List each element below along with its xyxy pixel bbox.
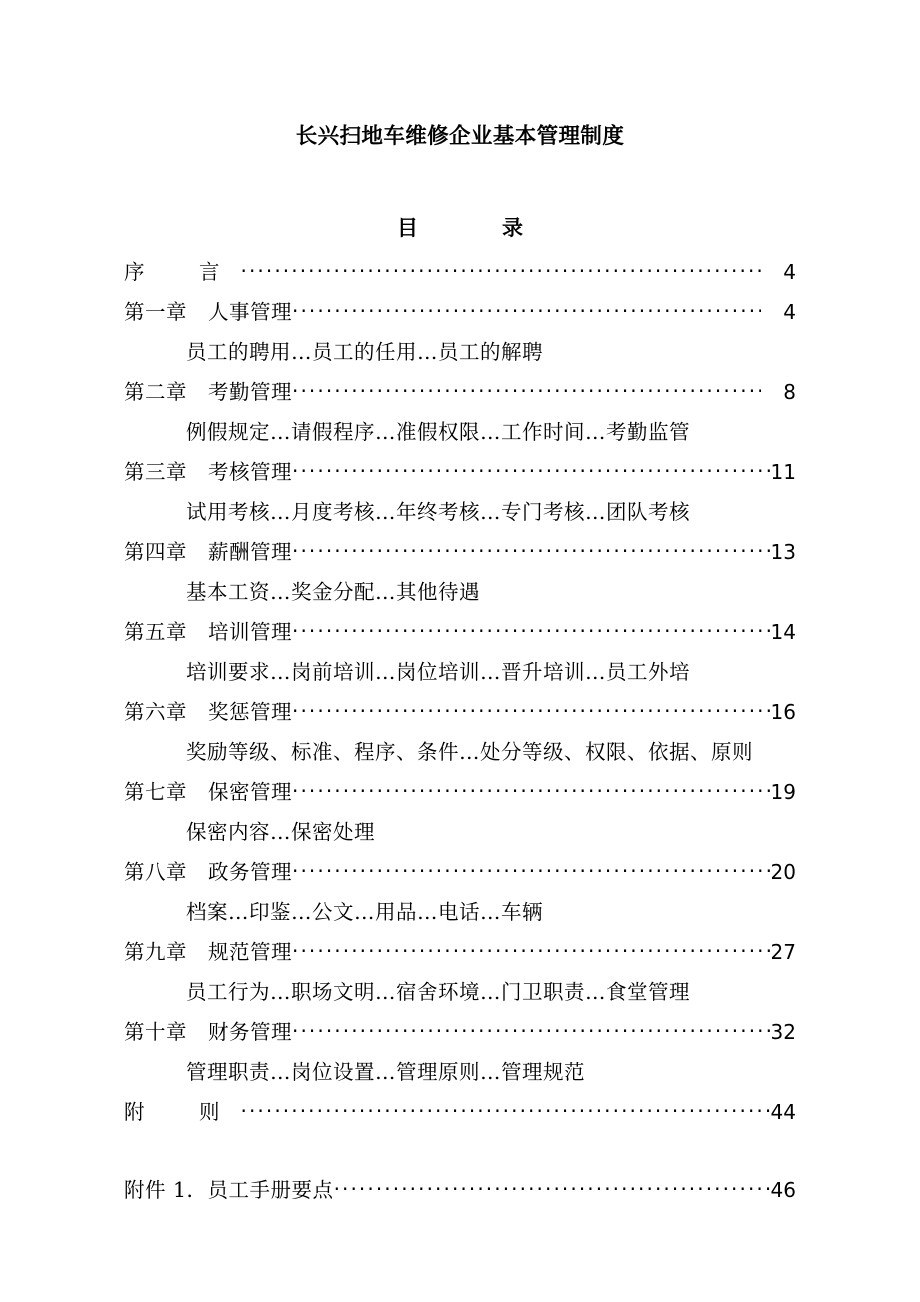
toc-entry-row [124,772,796,812]
toc-entry-label: 第八章 政务管理 [124,860,292,884]
dot-leader [334,1179,771,1199]
dot-leader [292,781,771,801]
dot-leader [292,701,771,721]
toc-entry-row [124,292,796,332]
toc-entry-label: 附 则 [124,1100,237,1124]
toc-entry[interactable] [124,1092,796,1132]
dot-leader [292,1021,771,1041]
dot-leader [292,541,771,561]
toc-entry-row [124,1170,796,1210]
toc-page-number: 8 [783,380,796,404]
toc-page-number: 20 [770,860,796,884]
toc-subentry: 保密内容…保密处理 [186,820,375,844]
toc-entry[interactable] [124,772,796,812]
table-of-contents-list [124,252,796,1210]
toc-entry-row [124,852,796,892]
toc-entry-row [124,932,796,972]
toc-entry-label: 第七章 保密管理 [124,780,292,804]
toc-page-number: 4 [783,300,796,324]
dot-leader [241,261,762,281]
toc-page-number: 19 [770,780,796,804]
toc-entry-row [124,1092,796,1132]
toc-entry-label: 第九章 规范管理 [124,940,292,964]
toc-page-number: 4 [783,260,796,284]
toc-spacer [124,1132,796,1170]
toc-page-number: 11 [770,460,796,484]
dot-leader [292,941,771,961]
toc-entry[interactable] [124,372,796,412]
toc-entry[interactable] [124,292,796,332]
toc-entry-label: 第二章 考勤管理 [124,380,292,404]
toc-subentry: 试用考核…月度考核…年终考核…专门考核…团队考核 [186,500,690,524]
toc-page-number: 16 [770,700,796,724]
toc-subentry: 员工行为…职场文明…宿舍环境…门卫职责…食堂管理 [186,980,690,1004]
toc-entry-row [124,612,796,652]
toc-entry[interactable] [124,532,796,572]
toc-entry[interactable] [124,1012,796,1052]
dot-leader [292,381,761,401]
toc-page-number: 27 [770,940,796,964]
toc-subentry: 培训要求…岗前培训…岗位培训…晋升培训…员工外培 [186,660,690,684]
toc-page-number: 32 [770,1020,796,1044]
toc-entry[interactable] [124,252,796,292]
toc-entry-label: 第四章 薪酬管理 [124,540,292,564]
dot-leader [292,621,771,641]
dot-leader [241,1101,771,1121]
toc-entry-row [124,532,796,572]
toc-subentry: 基本工资…奖金分配…其他待遇 [186,580,480,604]
toc-entry[interactable] [124,932,796,972]
toc-page-number: 46 [770,1178,796,1202]
table-of-contents-heading: 目 录 [397,216,537,240]
toc-entry-row [124,692,796,732]
toc-entry-row [124,252,796,292]
toc-entry-row [124,1012,796,1052]
dot-leader [292,461,771,481]
dot-leader [292,301,761,321]
toc-entry-label: 第一章 人事管理 [124,300,292,324]
toc-entry-label: 第三章 考核管理 [124,460,292,484]
toc-entry[interactable] [124,1170,796,1210]
toc-entry-label: 附件 1．员工手册要点 [124,1178,334,1202]
toc-entry[interactable] [124,692,796,732]
toc-subentry: 档案…印鉴…公文…用品…电话…车辆 [186,900,543,924]
toc-subentry: 管理职责…岗位设置…管理原则…管理规范 [186,1060,585,1084]
document-title: 长兴扫地车维修企业基本管理制度 [295,124,625,149]
toc-subentry: 例假规定…请假程序…准假权限…工作时间…考勤监管 [186,420,690,444]
toc-entry-label: 第十章 财务管理 [124,1020,292,1044]
toc-entry-label: 第五章 培训管理 [124,620,292,644]
toc-page-number: 14 [770,620,796,644]
toc-entry[interactable] [124,452,796,492]
toc-subentry: 员工的聘用…员工的任用…员工的解聘 [186,340,543,364]
toc-page-number: 44 [770,1100,796,1124]
toc-entry[interactable] [124,852,796,892]
toc-page-number: 13 [770,540,796,564]
toc-entry-row [124,372,796,412]
toc-subentry: 奖励等级、标准、程序、条件…处分等级、权限、依据、原则 [186,740,753,764]
dot-leader [292,861,771,881]
toc-entry[interactable] [124,612,796,652]
toc-entry-label: 第六章 奖惩管理 [124,700,292,724]
toc-entry-row [124,452,796,492]
toc-entry-label: 序 言 [124,260,237,284]
